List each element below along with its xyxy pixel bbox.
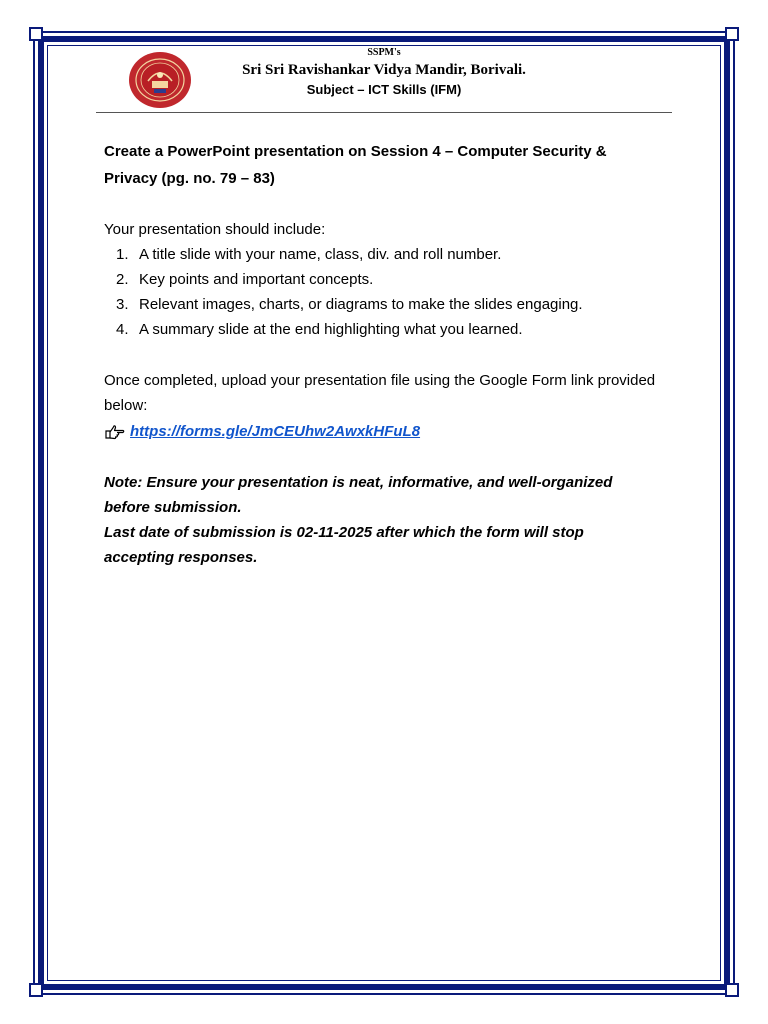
note-line-1: Note: Ensure your presentation is neat, informative, and well-organized: [104, 474, 613, 491]
header-divider: [96, 112, 672, 113]
deadline-line-2: accepting responses.: [104, 549, 258, 566]
border-corner-bottom-left: [29, 983, 43, 997]
org-short-name: SSPM's: [367, 47, 401, 58]
upload-line-2: below:: [104, 397, 148, 414]
list-item-number: 4.: [116, 321, 129, 338]
list-item-text: Key points and important concepts.: [139, 271, 374, 288]
subject-line: Subject – ICT Skills (IFM): [306, 82, 462, 97]
heading-line-2: Privacy (pg. no. 79 – 83): [104, 170, 275, 187]
list-item-text: A summary slide at the end highlighting what you learned.: [139, 321, 523, 338]
list-item-text: A title slide with your name, class, div. and roll number.: [139, 246, 502, 263]
form-link-row: [104, 418, 684, 446]
list-item-text: Relevant images, charts, or diagrams to make the slides engaging.: [139, 296, 583, 313]
pointing-hand-icon: [104, 423, 126, 441]
list-item-number: 2.: [116, 271, 129, 288]
deadline-line-1: Last date of submission is 02-11-2025 after which the form will stop: [104, 524, 584, 541]
list-item: [104, 242, 684, 267]
heading-line-1: Create a PowerPoint presentation on Session 4 – Computer Security &: [104, 143, 607, 160]
assignment-heading: [104, 138, 684, 192]
upload-line-1: Once completed, upload your presentation file using the Google Form link provided: [104, 372, 656, 389]
list-item: [104, 292, 684, 317]
google-form-link[interactable]: https://forms.gle/JmCEUhw2AwxkHFuL8: [130, 423, 421, 440]
note-line-2: before submission.: [104, 499, 242, 516]
list-item-number: 3.: [116, 296, 129, 313]
upload-instruction: [104, 368, 684, 418]
list-item-number: 1.: [116, 246, 129, 263]
intro-text: Your presentation should include:: [104, 221, 326, 238]
note-text: [104, 470, 684, 570]
list-item: [104, 317, 684, 342]
requirements-list: [104, 242, 684, 342]
border-corner-bottom-right: [725, 983, 739, 997]
border-corner-top-right: [725, 27, 739, 41]
border-corner-top-left: [29, 27, 43, 41]
school-logo: [128, 51, 192, 109]
school-name: Sri Sri Ravishankar Vidya Mandir, Borivali.: [242, 62, 526, 78]
assignment-body: [104, 138, 684, 570]
list-item: [104, 267, 684, 292]
